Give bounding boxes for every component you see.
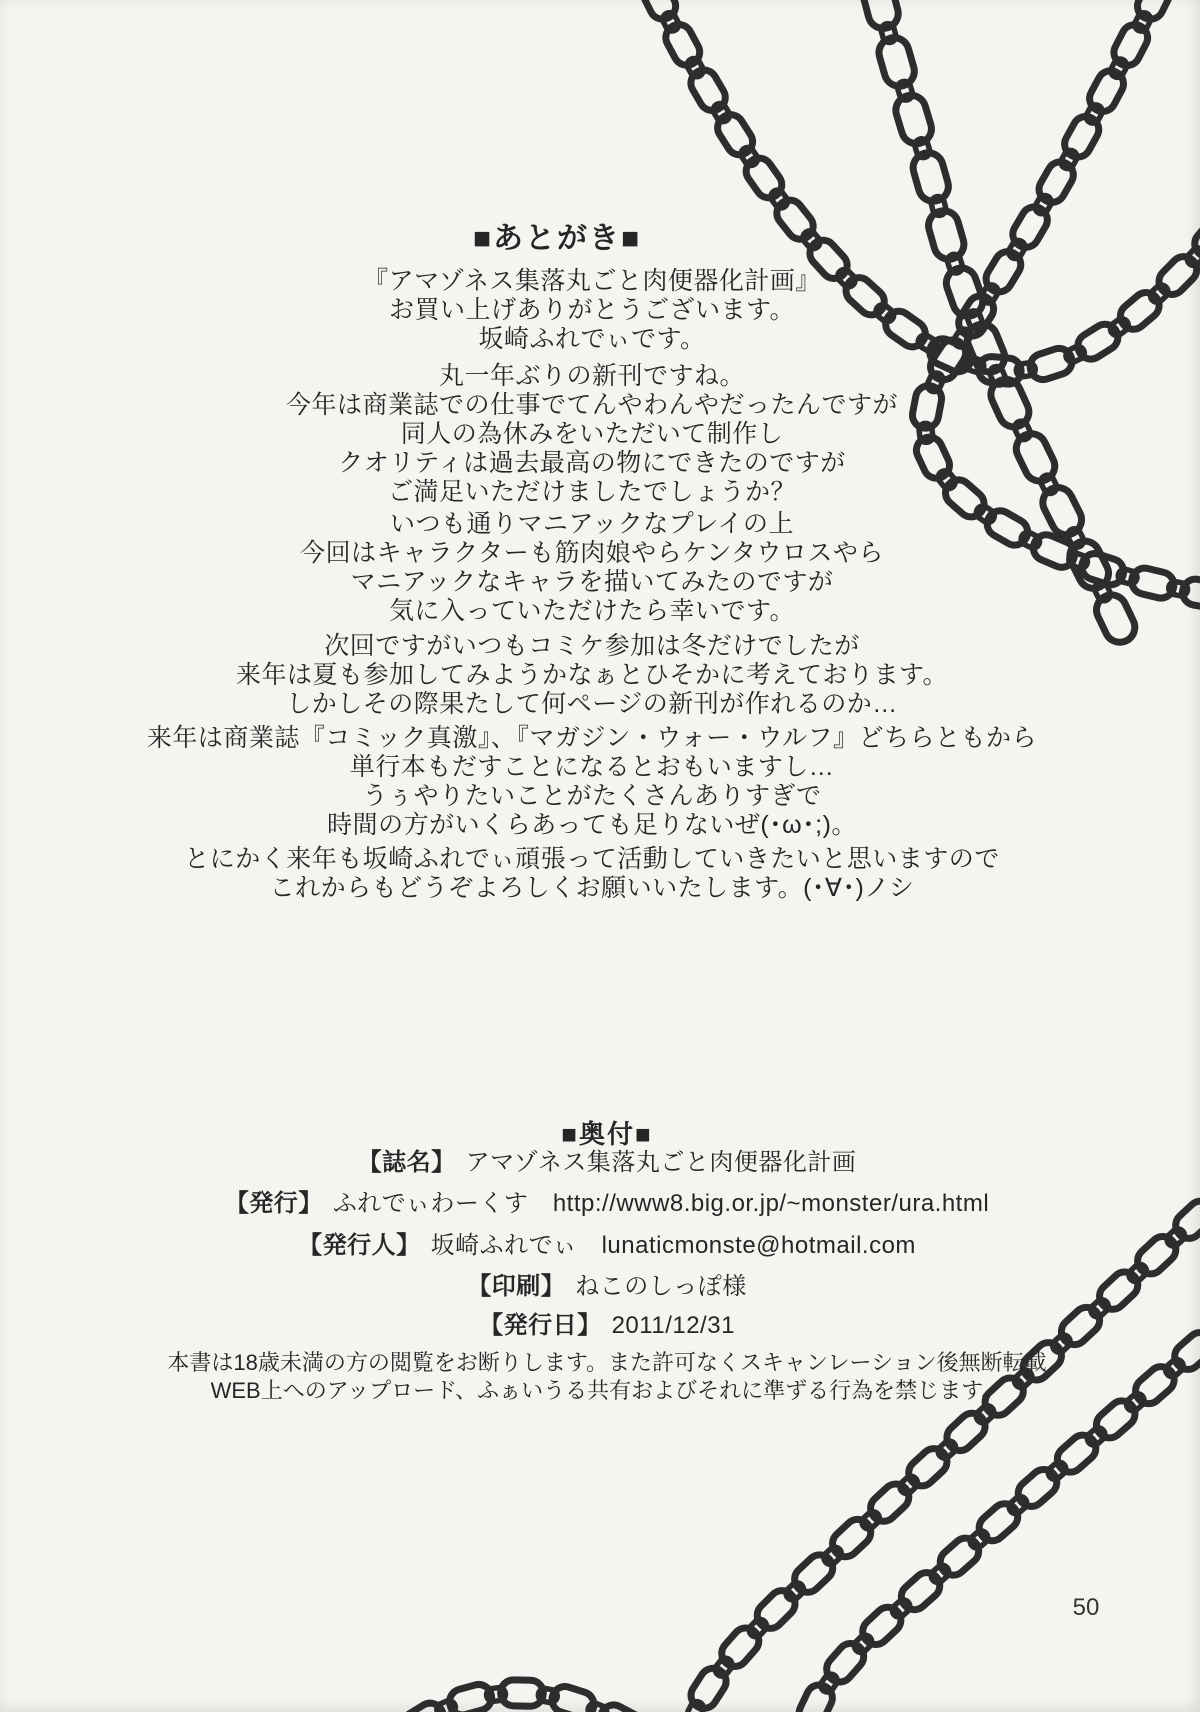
colophon-row <box>14 1311 1200 1341</box>
afterword-paragraph <box>0 267 1184 354</box>
afterword-title: ■あとがき■ <box>472 222 642 255</box>
afterword-line: 気に入っていただけたら幸いです。 <box>388 597 795 625</box>
colophon-value: アマゾネス集落丸ごと肉便器化計画 <box>465 1149 857 1176</box>
afterword-line: しかしその際果たして何ページの新刊が作れるのか… <box>286 690 898 718</box>
colophon-row <box>14 1148 1200 1178</box>
afterword-line: 今年は商業誌での仕事でてんやわんやだったんですが <box>285 391 898 419</box>
afterword-line: 今回はキャラクターも筋肉娘やらケンタウロスやら <box>300 539 884 567</box>
colophon-label: 【発行日】 <box>479 1312 602 1339</box>
colophon-label: 【発行人】 <box>298 1232 421 1259</box>
afterword-line: いつも通りマニアックなプレイの上 <box>389 510 794 538</box>
disclaimer-line: 本書は18歳未満の方の閲覧をお断りします。また許可なくスキャンレーション後無断転載 <box>167 1350 1047 1375</box>
colophon-row <box>14 1272 1200 1302</box>
afterword-line: うぅやりたいことがたくさんありすぎで <box>362 782 822 810</box>
afterword-line: 次回ですがいつもコミケ参加は冬だけでしたが <box>324 632 860 660</box>
afterword-line: 丸一年ぶりの新刊ですね。 <box>438 362 745 390</box>
colophon-value: 2011/12/31 <box>611 1312 735 1339</box>
afterword-line: 坂崎ふれでぃです。 <box>478 325 706 353</box>
colophon-value: 坂崎ふれでぃ lunaticmonste@hotmail.com <box>430 1232 916 1259</box>
afterword-line: とにかく来年も坂崎ふれでぃ頑張って活動していきたいと思いますので <box>184 845 1000 873</box>
colophon-row <box>14 1231 1200 1261</box>
colophon-value: ねこのしっぽ様 <box>575 1273 747 1300</box>
colophon-label: 【印刷】 <box>467 1273 566 1300</box>
afterword-paragraph <box>0 724 1184 840</box>
afterword-line: これからもどうぞよろしくお願いいたします。(･∀･)ノシ <box>269 874 915 902</box>
colophon-row <box>14 1189 1200 1219</box>
page-number: 50 <box>1072 1594 1100 1621</box>
afterword-line: 時間の方がいくらあっても足りないぜ(･ω･;)。 <box>327 811 857 839</box>
colophon-value: ふれでぃわーくす http://www8.big.or.jp/~monster/ura.html <box>332 1190 990 1217</box>
afterword-line: 来年は夏も参加してみようかなぁとひそかに考えております。 <box>235 661 948 689</box>
colophon-title: ■奥付■ <box>561 1119 653 1149</box>
afterword-line: 単行本もだすことになるとおもいますし… <box>349 753 835 781</box>
afterword-line: 同人の為休みをいただいて制作し <box>400 420 784 448</box>
afterword-paragraph <box>0 510 1184 626</box>
afterword-line: 来年は商業誌『コミック真激』、『マガジン・ウォー・ウルフ』どちらともから <box>146 724 1038 752</box>
afterword-paragraph <box>0 632 1184 719</box>
afterword-line: 『アマゾネス集落丸ごと肉便器化計画』 <box>363 267 821 295</box>
afterword-paragraph <box>0 845 1184 903</box>
afterword-line: お買い上げありがとうございます。 <box>388 296 795 324</box>
afterword-line: ご満足いただけましたでしょうか？ <box>387 478 796 506</box>
disclaimer-line: WEB上へのアップロード、ふぁいうる共有およびそれに準ずる行為を禁じます。 <box>210 1378 1004 1403</box>
afterword-paragraph <box>0 362 1184 507</box>
afterword-line: マニアックなキャラを描いてみたのですが <box>350 568 834 596</box>
afterword-line: クオリティは過去最高の物にできたのですが <box>338 449 846 477</box>
colophon-label: 【発行】 <box>224 1190 323 1217</box>
colophon-label: 【誌名】 <box>357 1149 456 1176</box>
